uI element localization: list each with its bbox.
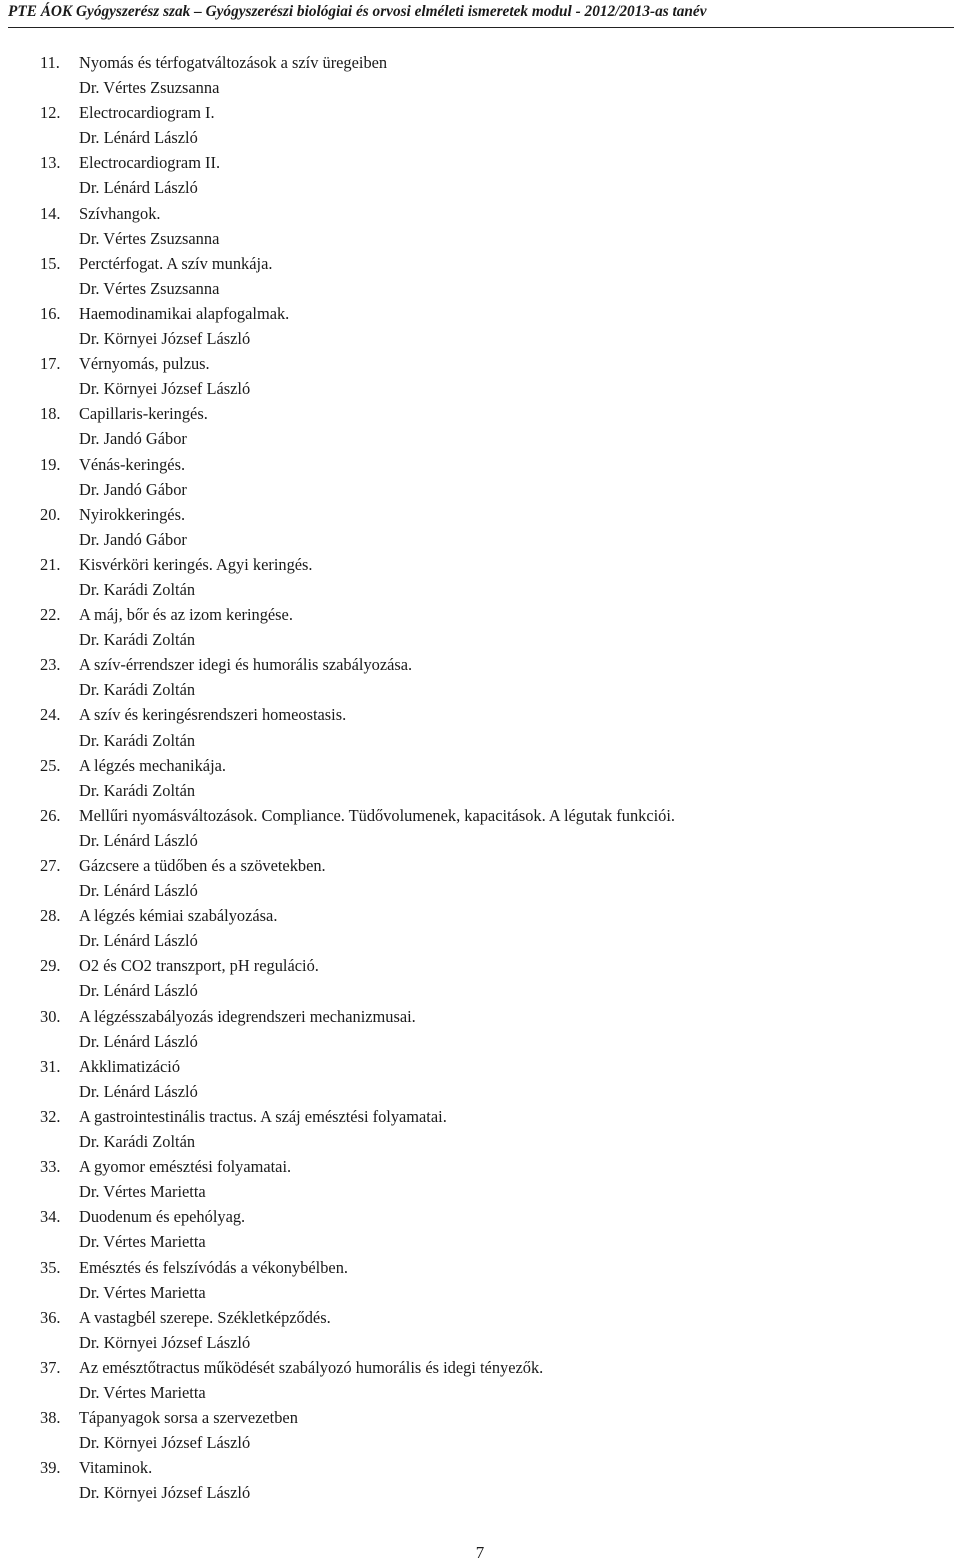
topic-item [40, 1305, 940, 1355]
topic-number: 35. [40, 1257, 61, 1277]
topic-item [40, 150, 940, 200]
topic-lecturer: Dr. Jandó Gábor [79, 479, 187, 499]
topic-title-line [40, 100, 940, 125]
topic-title: Nyomás és térfogatváltozások a szív üregeiben [79, 53, 388, 72]
topic-item [40, 452, 940, 502]
topic-title: Emésztés és felszívódás a vékonybélben. [79, 1257, 348, 1277]
topic-item [40, 1405, 940, 1455]
topic-title-line [40, 853, 940, 878]
topic-title: Vérnyomás, pulzus. [79, 354, 210, 374]
topic-number: 14. [40, 203, 61, 223]
topic-number: 27. [40, 856, 61, 875]
topic-item [40, 1255, 940, 1305]
topic-number: 11. [40, 53, 60, 72]
topic-number: 33. [40, 1157, 61, 1177]
topic-item [40, 552, 940, 602]
topic-number: 25. [40, 755, 61, 775]
topic-lecturer: Dr. Lénárd László [79, 128, 198, 148]
topic-number: 21. [40, 554, 61, 574]
topic-number: 26. [40, 805, 61, 825]
topic-title-line [40, 1104, 940, 1129]
topic-lecturer: Dr. Lénárd László [79, 178, 198, 198]
topic-number: 22. [40, 605, 61, 625]
topic-number: 39. [40, 1458, 61, 1478]
topic-title: Mellűri nyomásváltozások. Compliance. Tüdővolumenek, kapacitások. A légutak funkciói. [79, 805, 676, 825]
topic-lecturer: Dr. Lénárd László [79, 931, 198, 951]
topic-lecturer: Dr. Karádi Zoltán [79, 579, 196, 599]
topic-item [40, 100, 940, 150]
topic-title-line [40, 602, 940, 627]
topic-title: Vénás-keringés. [79, 454, 186, 474]
topic-number: 15. [40, 253, 61, 273]
topic-title-line [40, 50, 940, 75]
topic-title: Nyirokkeringés. [79, 504, 186, 524]
topic-number: 38. [40, 1408, 61, 1428]
topic-lecturer: Dr. Karádi Zoltán [79, 730, 196, 750]
topic-title-line [40, 150, 940, 175]
topic-number: 31. [40, 1056, 61, 1076]
page-header [8, 0, 954, 28]
topic-title-line [40, 1405, 940, 1430]
topic-item [40, 1154, 940, 1204]
topic-title-line [40, 1154, 940, 1179]
topic-title-line [40, 351, 940, 376]
topic-title-line [40, 1204, 940, 1229]
topic-title-line [40, 1355, 940, 1380]
topic-title: Vitaminok. [79, 1458, 153, 1478]
topic-title: Gázcsere a tüdőben és a szövetekben. [79, 856, 326, 875]
topic-lecturer: Dr. Környei József László [79, 1433, 251, 1453]
topic-title-line [40, 803, 940, 828]
topic-lecturer: Dr. Környei József László [79, 379, 251, 399]
topic-title-line [40, 1004, 940, 1029]
topic-number: 29. [40, 956, 61, 976]
topic-lecturer: Dr. Vértes Marietta [79, 1232, 206, 1252]
topic-number: 36. [40, 1307, 61, 1327]
topic-title-line [40, 753, 940, 778]
topic-lecturer: Dr. Vértes Marietta [79, 1282, 206, 1302]
topic-number: 32. [40, 1106, 61, 1126]
topic-item [40, 1455, 940, 1505]
topic-number: 16. [40, 303, 61, 323]
topic-title: A légzésszabályozás idegrendszeri mechanizmusai. [79, 1006, 416, 1026]
topic-title: A máj, bőr és az izom keringése. [79, 605, 293, 625]
topic-item [40, 1204, 940, 1254]
topic-number: 37. [40, 1357, 61, 1377]
topic-title: A légzés mechanikája. [79, 755, 226, 775]
topic-lecturer: Dr. Vértes Zsuzsanna [79, 228, 220, 248]
topic-lecturer: Dr. Lénárd László [79, 1081, 198, 1101]
topic-item [40, 301, 940, 351]
topic-lecturer: Dr. Jandó Gábor [79, 429, 187, 449]
topic-item [40, 853, 940, 903]
topic-lecturer: Dr. Környei József László [79, 1332, 251, 1352]
topic-title-line [40, 1054, 940, 1079]
topic-item [40, 1004, 940, 1054]
topic-lecturer: Dr. Karádi Zoltán [79, 780, 196, 800]
topic-title: Electrocardiogram II. [79, 153, 221, 173]
topic-item [40, 401, 940, 451]
topic-item [40, 201, 940, 251]
topic-title: Electrocardiogram I. [79, 103, 215, 123]
topic-lecturer: Dr. Lénárd László [79, 881, 198, 901]
topic-item [40, 351, 940, 401]
topic-title: A szív-érrendszer idegi és humorális szabályozása. [79, 655, 413, 675]
topic-title: Perctérfogat. A szív munkája. [79, 253, 273, 273]
topic-title: Duodenum és epehólyag. [79, 1207, 246, 1227]
topic-title: A gastrointestinális tractus. A száj emésztési folyamatai. [79, 1106, 447, 1126]
topic-title: A gyomor emésztési folyamatai. [79, 1157, 292, 1177]
topic-title-line [40, 1305, 940, 1330]
topic-lecturer: Dr. Lénárd László [79, 1031, 198, 1051]
topic-lecturer: Dr. Karádi Zoltán [79, 680, 196, 700]
topic-title-line [40, 201, 940, 226]
topic-number: 34. [40, 1207, 61, 1227]
topic-item [40, 753, 940, 803]
topic-number: 19. [40, 454, 61, 474]
topic-title: O2 és CO2 transzport, pH reguláció. [79, 956, 319, 976]
topic-item [40, 803, 940, 853]
topic-number: 20. [40, 504, 61, 524]
topic-title-line [40, 702, 940, 727]
topic-title-line [40, 552, 940, 577]
topic-lecturer: Dr. Karádi Zoltán [79, 630, 196, 650]
topic-title: Kisvérköri keringés. Agyi keringés. [79, 554, 313, 574]
topic-item [40, 903, 940, 953]
topic-item [40, 953, 940, 1003]
topic-lecturer: Dr. Vértes Marietta [79, 1382, 206, 1402]
topic-number: 17. [40, 354, 61, 374]
topic-number: 12. [40, 103, 61, 123]
topic-title: A légzés kémiai szabályozása. [79, 906, 278, 926]
topic-title: Szívhangok. [79, 203, 161, 223]
topic-title-line [40, 301, 940, 326]
topic-lecturer: Dr. Lénárd László [79, 981, 198, 1001]
topic-title-line [40, 1455, 940, 1480]
topic-lecturer: Dr. Karádi Zoltán [79, 1132, 196, 1152]
topic-item [40, 502, 940, 552]
topic-item [40, 602, 940, 652]
topic-title: A vastagbél szerepe. Székletképződés. [79, 1307, 331, 1327]
topic-item [40, 1355, 940, 1405]
topic-title-line [40, 502, 940, 527]
topic-number: 18. [40, 404, 61, 424]
topic-title: Haemodinamikai alapfogalmak. [79, 303, 290, 323]
topic-lecturer: Dr. Jandó Gábor [79, 529, 187, 549]
topic-title: Tápanyagok sorsa a szervezetben [79, 1408, 298, 1428]
topic-lecturer: Dr. Vértes Marietta [79, 1182, 206, 1202]
topic-item [40, 1054, 940, 1104]
topic-lecturer: Dr. Vértes Zsuzsanna [79, 78, 220, 98]
topic-number: 28. [40, 906, 61, 926]
topic-title: A szív és keringésrendszeri homeostasis. [79, 705, 347, 725]
topic-title-line [40, 1255, 940, 1280]
topic-lecturer: Dr. Környei József László [79, 1483, 251, 1503]
topic-title-line [40, 903, 940, 928]
topic-lecturer: Dr. Környei József László [79, 329, 251, 349]
topic-item [40, 652, 940, 702]
topic-lecturer: Dr. Vértes Zsuzsanna [79, 278, 220, 298]
topic-item [40, 1104, 940, 1154]
page-number: 7 [475, 1543, 485, 1562]
topic-title: Az emésztőtractus működését szabályozó humorális és idegi tényezők. [79, 1357, 544, 1377]
topic-lecturer: Dr. Lénárd László [79, 830, 198, 850]
topic-title: Akklimatizáció [79, 1056, 181, 1076]
topic-title-line [40, 251, 940, 276]
topic-item [40, 702, 940, 752]
topic-list [40, 50, 940, 1505]
topic-number: 13. [40, 153, 61, 173]
topic-title: Capillaris-keringés. [79, 404, 208, 424]
header-title: PTE ÁOK Gyógyszerész szak – Gyógyszerészi biológiai és orvosi elméleti ismeretek modul - 2012/2013-as tanév [8, 3, 707, 20]
topic-number: 23. [40, 655, 61, 675]
topic-item [40, 50, 940, 100]
topic-title-line [40, 953, 940, 978]
topic-number: 30. [40, 1006, 61, 1026]
topic-title-line [40, 652, 940, 677]
topic-title-line [40, 401, 940, 426]
topic-title-line [40, 452, 940, 477]
topic-number: 24. [40, 705, 61, 725]
topic-item [40, 251, 940, 301]
